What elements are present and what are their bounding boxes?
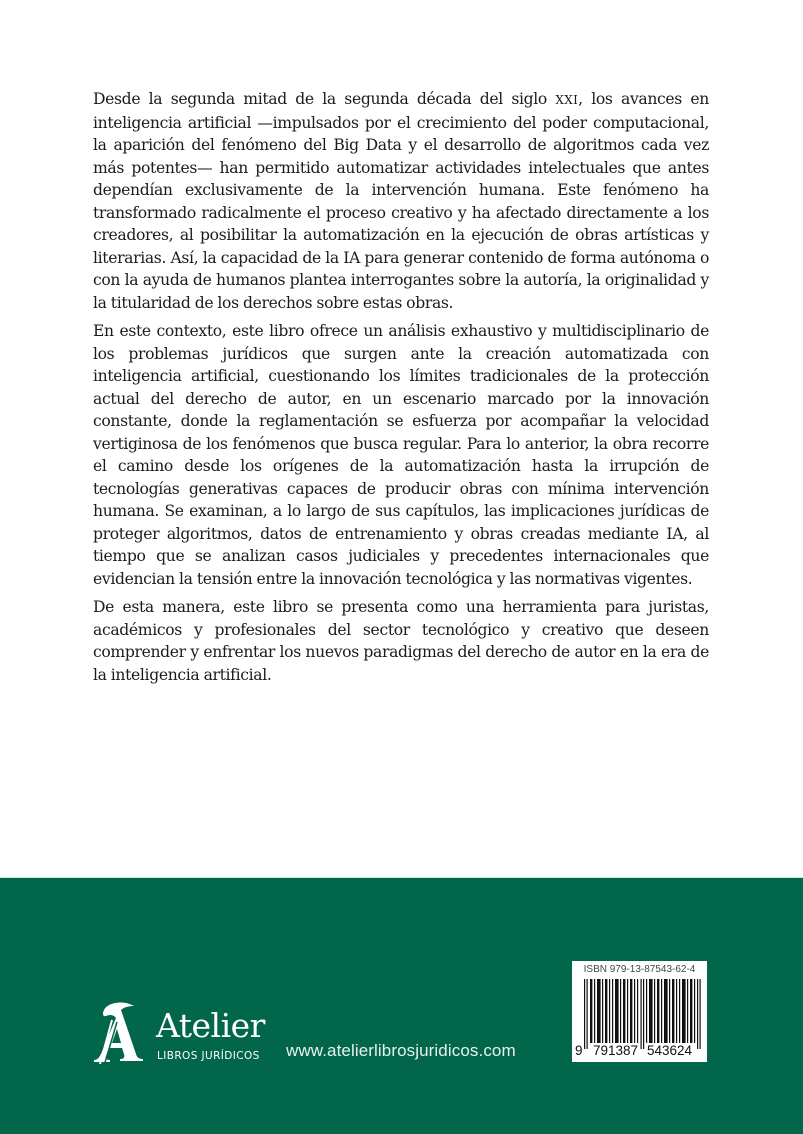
publisher-subtitle: LIBROS JURÍDICOS (157, 1050, 260, 1062)
paragraph-1-text-b: , los avances en inteligencia artificial —impulsados por el crecimiento del poder computacional, la aparición del fenómeno del Big Data y el desarrollo de algoritmos cada vez más potentes— han permitido automatizar actividades intelectuales que antes dependían exclusivamente de la intervención humana. Este fenómeno ha transformado radicalmente el proceso creativo y ha afectado directamente a los creadores, al posibilitar la automatización en la ejecución de obras artísticas y literarias. Así, la capacidad de la IA para generar contenido de forma autónoma o con la ayuda de humanos plantea interrogantes sobre la autoría, la originalidad y la titularidad de los derechos sobre estas obras. (93, 90, 709, 312)
publisher-website: www.atelierlibrosjuridicos.com (286, 1041, 516, 1060)
paragraph-2: En este contexto, este libro ofrece un análisis exhaustivo y multidisciplinario de los problemas jurídicos que surgen ante la creación automatizada con inteligencia artificial, cuestionando los límites tradicionales de la protección actual del derecho de autor, en un escenario marcado por la innovación constante, donde la reglamentación se esfuerza por acompañar la velocidad vertiginosa de los fenómenos que busca regular. Para lo anterior, la obra recorre el camino desde los orígenes de la automatización hasta la irrupción de tecnologías generativas capaces de producir obras con mínima intervención humana. Se examinan, a lo largo de sus capítulos, las implicaciones jurídicas de proteger algoritmos, datos de entrenamiento y obras creadas mediante IA, al tiempo que se analizan casos judiciales y precedentes internacionales que evidencian la tensión entre la innovación tecnológica y las normativas vigentes. (93, 322, 709, 588)
paragraph-1 (93, 88, 709, 314)
century-smallcaps: XXI (555, 93, 579, 107)
atelier-a-logo-icon (90, 998, 150, 1068)
back-cover-description (93, 88, 709, 692)
isbn-barcode (572, 961, 707, 1062)
publisher-name: Atelier (156, 1006, 265, 1045)
paragraph-1-text-a: Desde la segunda mitad de la segunda década del siglo (93, 90, 556, 108)
barcode-digit-lead: 9 (575, 1043, 583, 1058)
barcode-digits-left: 791387 (593, 1043, 639, 1058)
isbn-label: ISBN 979-13-87543-62-4 (583, 964, 696, 975)
publisher-logo (90, 998, 275, 1068)
barcode-digits-right: 543624 (647, 1043, 693, 1058)
paragraph-3: De esta manera, este libro se presenta como una herramienta para juristas, académicos y profesionales del sector tecnológico y creativo que deseen comprender y enfrentar los nuevos paradigmas del derecho de autor en la era de la inteligencia artificial. (93, 598, 709, 684)
barcode-bars (584, 979, 702, 1049)
